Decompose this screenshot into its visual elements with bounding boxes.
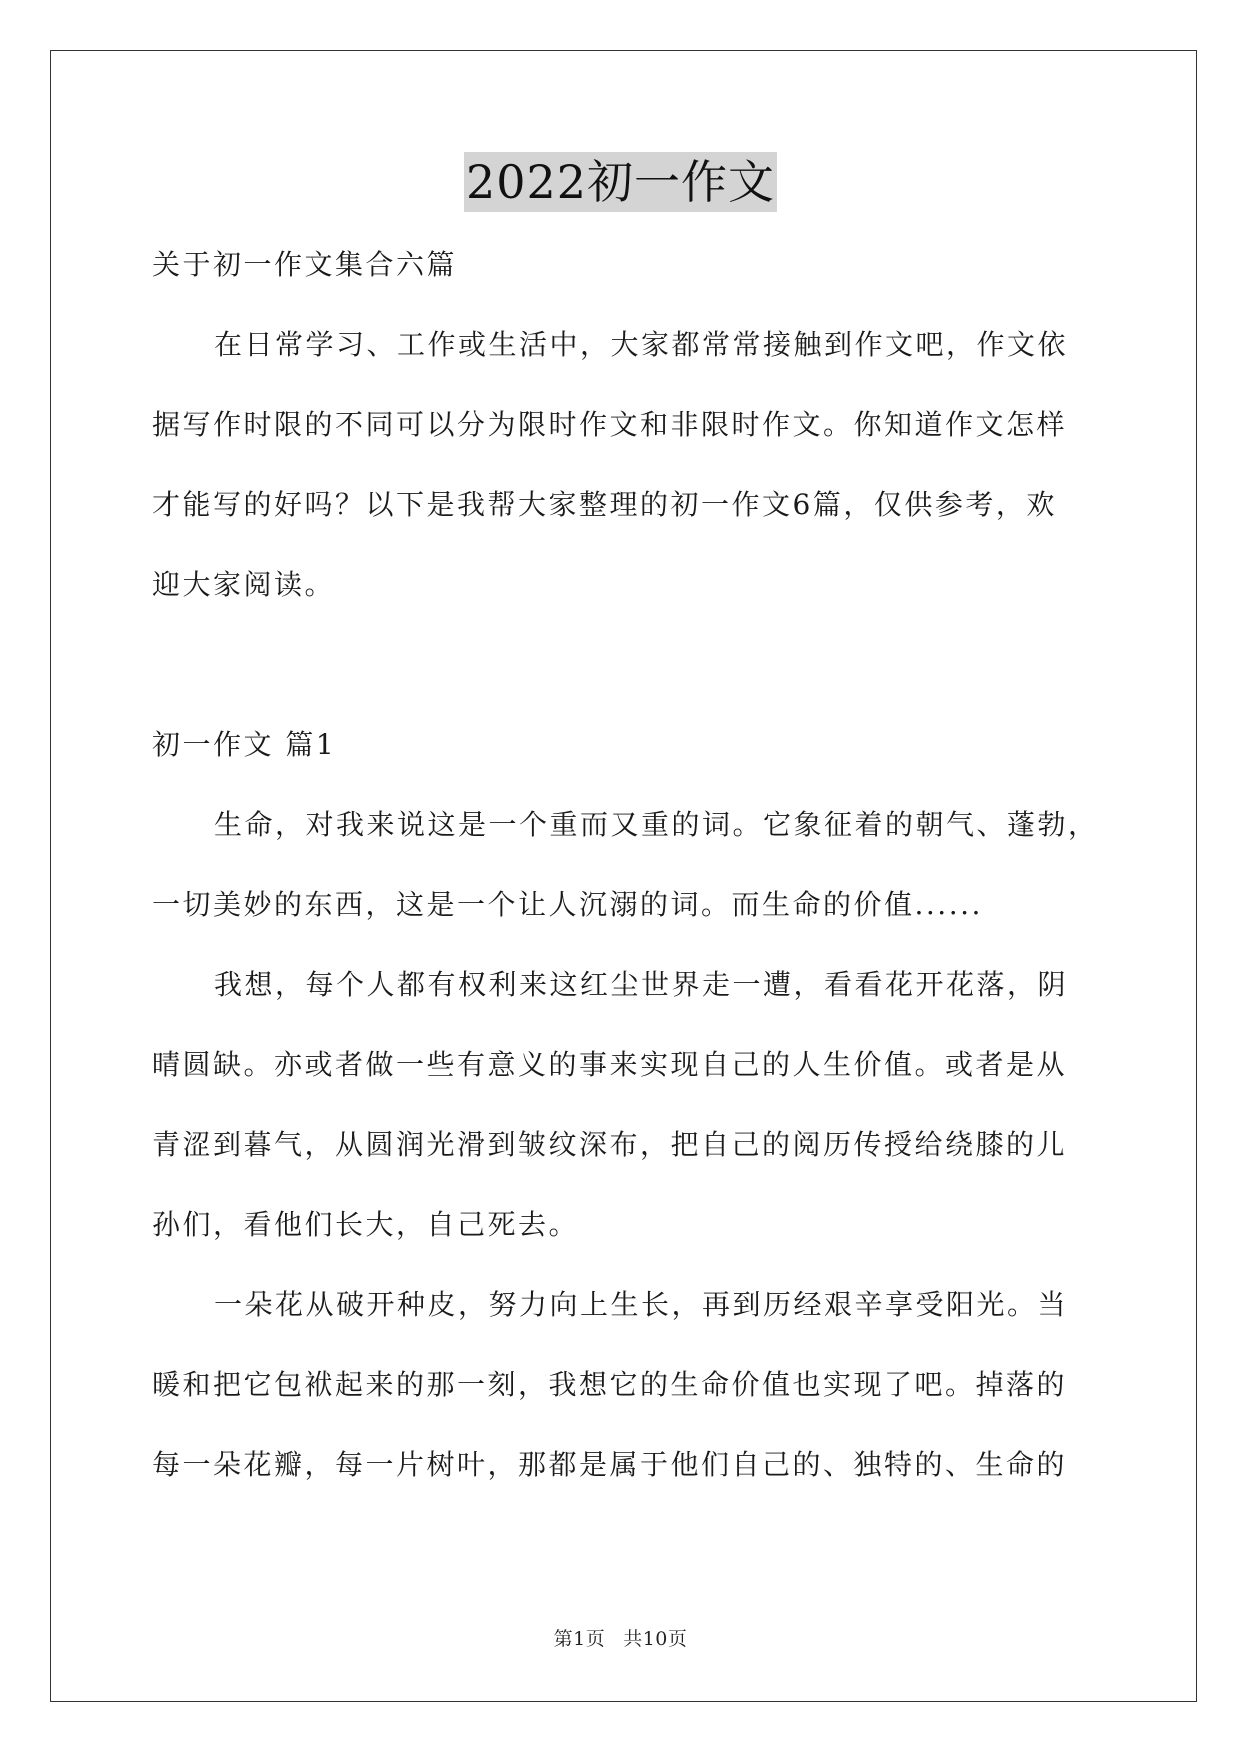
page-footer [0, 1624, 1241, 1651]
paragraph-first-line: 在日常学习、工作或生活中，大家都常常接触到作文吧，作文依 [214, 328, 1069, 361]
paragraph-first-line: 一朵花从破开种皮，努力向上生长，再到历经艰辛享受阳光。当 [214, 1288, 1069, 1321]
text-line: 据写作时限的不同可以分为限时作文和非限时作文。你知道作文怎样 [152, 408, 1068, 441]
text-line: 一切美妙的东西，这是一个让人沉溺的词。而生命的价值...... [152, 888, 983, 921]
paragraph-first-line: 生命，对我来说这是一个重而又重的词。它象征着的朝气、蓬勃， [214, 808, 1099, 841]
page-total: 共10页 [623, 1628, 688, 1650]
text-line: 每一朵花瓣，每一片树叶，那都是属于他们自己的、独特的、生命的 [152, 1448, 1068, 1481]
title-container [0, 152, 1241, 212]
document-title: 2022初一作文 [464, 152, 777, 212]
text-line: 初一作文 篇1 [152, 728, 337, 761]
text-line: 孙们，看他们长大，自己死去。 [152, 1208, 580, 1241]
text-line: 暖和把它包袱起来的那一刻，我想它的生命价值也实现了吧。掉落的 [152, 1368, 1068, 1401]
paragraph-first-line: 我想，每个人都有权利来这红尘世界走一遭，看看花开花落，阴 [214, 968, 1069, 1001]
page-number: 第1页 [553, 1628, 606, 1650]
text-line: 迎大家阅读。 [152, 568, 336, 601]
text-line: 青涩到暮气，从圆润光滑到皱纹深布，把自己的阅历传授给绕膝的儿 [152, 1128, 1068, 1161]
text-line: 晴圆缺。亦或者做一些有意义的事来实现自己的人生价值。或者是从 [152, 1048, 1068, 1081]
text-line: 关于初一作文集合六篇 [152, 248, 458, 281]
text-line: 才能写的好吗？以下是我帮大家整理的初一作文6篇，仅供参考，欢 [152, 488, 1057, 521]
blank-line [152, 635, 1092, 715]
document-body [152, 235, 1099, 1515]
